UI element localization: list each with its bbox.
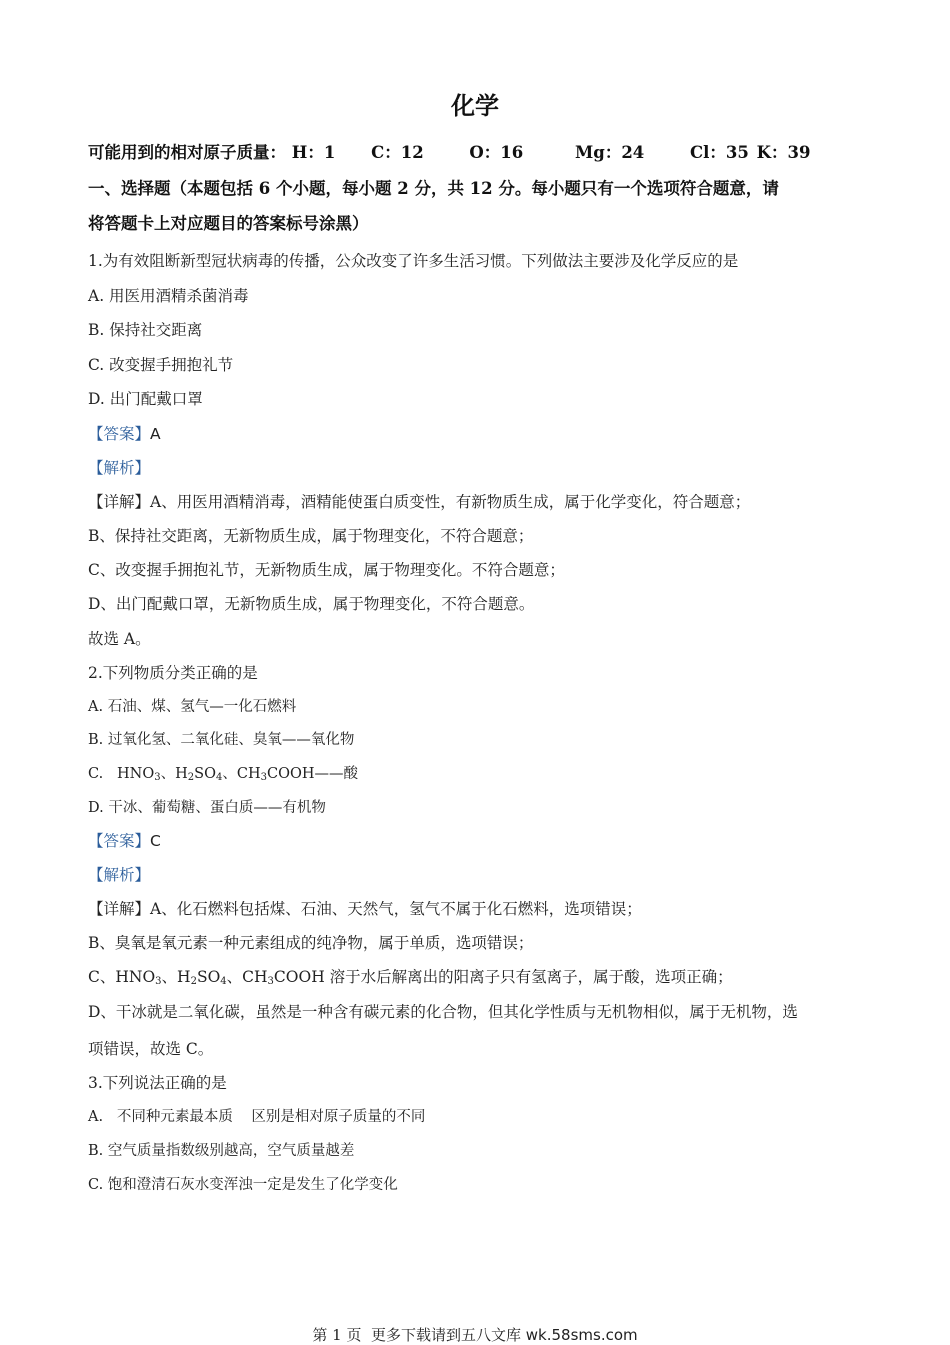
q2-detail-c-prefix: C、 xyxy=(88,968,116,986)
q2-answer xyxy=(88,831,161,851)
q2-answer-tag: 【答案】 xyxy=(88,832,151,850)
q1-conclusion: 故选 A。 xyxy=(88,630,151,648)
q1-analysis-tag: 【解析】 xyxy=(88,459,151,477)
q1-detail-b: B、保持社交距离，无新物质生成，属于物理变化，不符合题意； xyxy=(88,527,534,545)
q2-stem: 2.下列物质分类正确的是 xyxy=(88,664,258,682)
q1-detail-tag: 【详解】 xyxy=(88,493,151,511)
q1-option-b: B. 保持社交距离 xyxy=(88,321,203,339)
atomic-mass-k: K：39 xyxy=(756,143,811,162)
atomic-mass-cl: Cl：35 xyxy=(690,143,749,162)
atomic-mass-mg: Mg：24 xyxy=(575,143,645,162)
q1-detail-c: C、改变握手拥抱礼节，无新物质生成，属于物理变化。不符合题意； xyxy=(88,561,565,579)
q2-option-d: D. 干冰、葡萄糖、蛋白质——有机物 xyxy=(88,800,326,816)
q1-option-c: C. 改变握手拥抱礼节 xyxy=(88,356,234,374)
q2-option-c xyxy=(88,764,358,784)
q1-option-d: D. 出门配戴口罩 xyxy=(88,390,203,408)
q1-answer xyxy=(88,424,161,444)
q2-detail-c xyxy=(88,967,733,987)
q1-stem: 1.为有效阻断新型冠状病毒的传播，公众改变了许多生活习惯。下列做法主要涉及化学反应的是 xyxy=(88,252,739,270)
q2-option-c-formulas: $HNO_3$、$H_2SO_4$、$CH_3COOH$ xyxy=(117,766,315,783)
q1-answer-tag: 【答案】 xyxy=(88,425,151,443)
q2-detail-c-formulas: $HNO_3$、$H_2SO_4$、$CH_3COOH$ xyxy=(115,968,330,987)
page-title: 化学 xyxy=(451,92,499,120)
q2-detail-d-1: D、干冰就是二氧化碳，虽然是一种含有碳元素的化合物，但其化学性质与无机物相似，属于无机物，选 xyxy=(88,1003,798,1021)
q2-option-c-prefix: C. xyxy=(88,766,118,782)
atomic-mass-c: C：12 xyxy=(371,143,424,162)
q2-option-c-tail: ——酸 xyxy=(314,766,358,782)
q1-option-a: A. 用医用酒精杀菌消毒 xyxy=(88,287,249,305)
q3-option-b: B. 空气质量指数级别越高，空气质量越差 xyxy=(88,1143,355,1159)
footer-url[interactable]: wk.58sms.com xyxy=(525,1326,638,1344)
q2-detail-c-tail: 溶于水后解离出的阳离子只有氢离子，属于酸，选项正确； xyxy=(329,968,733,986)
q3-stem: 3.下列说法正确的是 xyxy=(88,1074,227,1092)
section-heading-line-1: 一、选择题（本题包括 6 个小题，每小题 2 分，共 12 分。每小题只有一个选项符合题意，请 xyxy=(88,179,779,198)
atomic-mass-line xyxy=(88,143,810,163)
q1-detail-a-text: A、用医用酒精消毒，酒精能使蛋白质变性，有新物质生成，属于化学变化，符合题意； xyxy=(150,493,751,511)
atomic-mass-label: 可能用到的相对原子质量： xyxy=(88,143,286,162)
atomic-mass-o: O：16 xyxy=(469,143,524,162)
q1-detail-d: D、出门配戴口罩，无新物质生成，属于物理变化，不符合题意。 xyxy=(88,595,535,613)
q2-detail-a-text: A、化石燃料包括煤、石油、天然气，氢气不属于化石燃料，选项错误； xyxy=(150,900,642,918)
page-footer xyxy=(0,1324,950,1345)
q2-analysis-tag: 【解析】 xyxy=(88,866,151,884)
footer-text: 第 1 页 更多下载请到五八文库 xyxy=(312,1326,526,1344)
q2-answer-value: C xyxy=(150,832,161,850)
q2-option-a: A. 石油、煤、氢气—一化石燃料 xyxy=(88,699,297,715)
q3-option-a: A. 不同种元素最本质 区别是相对原子质量的不同 xyxy=(88,1109,426,1125)
q3-option-c: C. 饱和澄清石灰水变浑浊一定是发生了化学变化 xyxy=(88,1177,398,1193)
q1-answer-value: A xyxy=(150,425,161,443)
q2-detail-a xyxy=(88,899,642,919)
q2-detail-b: B、臭氧是氧元素一种元素组成的纯净物，属于单质，选项错误； xyxy=(88,934,534,952)
q2-detail-d-2: 项错误，故选 C。 xyxy=(88,1040,214,1058)
section-heading-line-2: 将答题卡上对应题目的答案标号涂黑） xyxy=(88,214,369,233)
q2-option-b: B. 过氧化氢、二氧化硅、臭氧——氧化物 xyxy=(88,732,355,748)
atomic-mass-h: H：1 xyxy=(291,143,336,162)
q2-detail-tag: 【详解】 xyxy=(88,900,151,918)
q1-detail-a xyxy=(88,492,750,512)
